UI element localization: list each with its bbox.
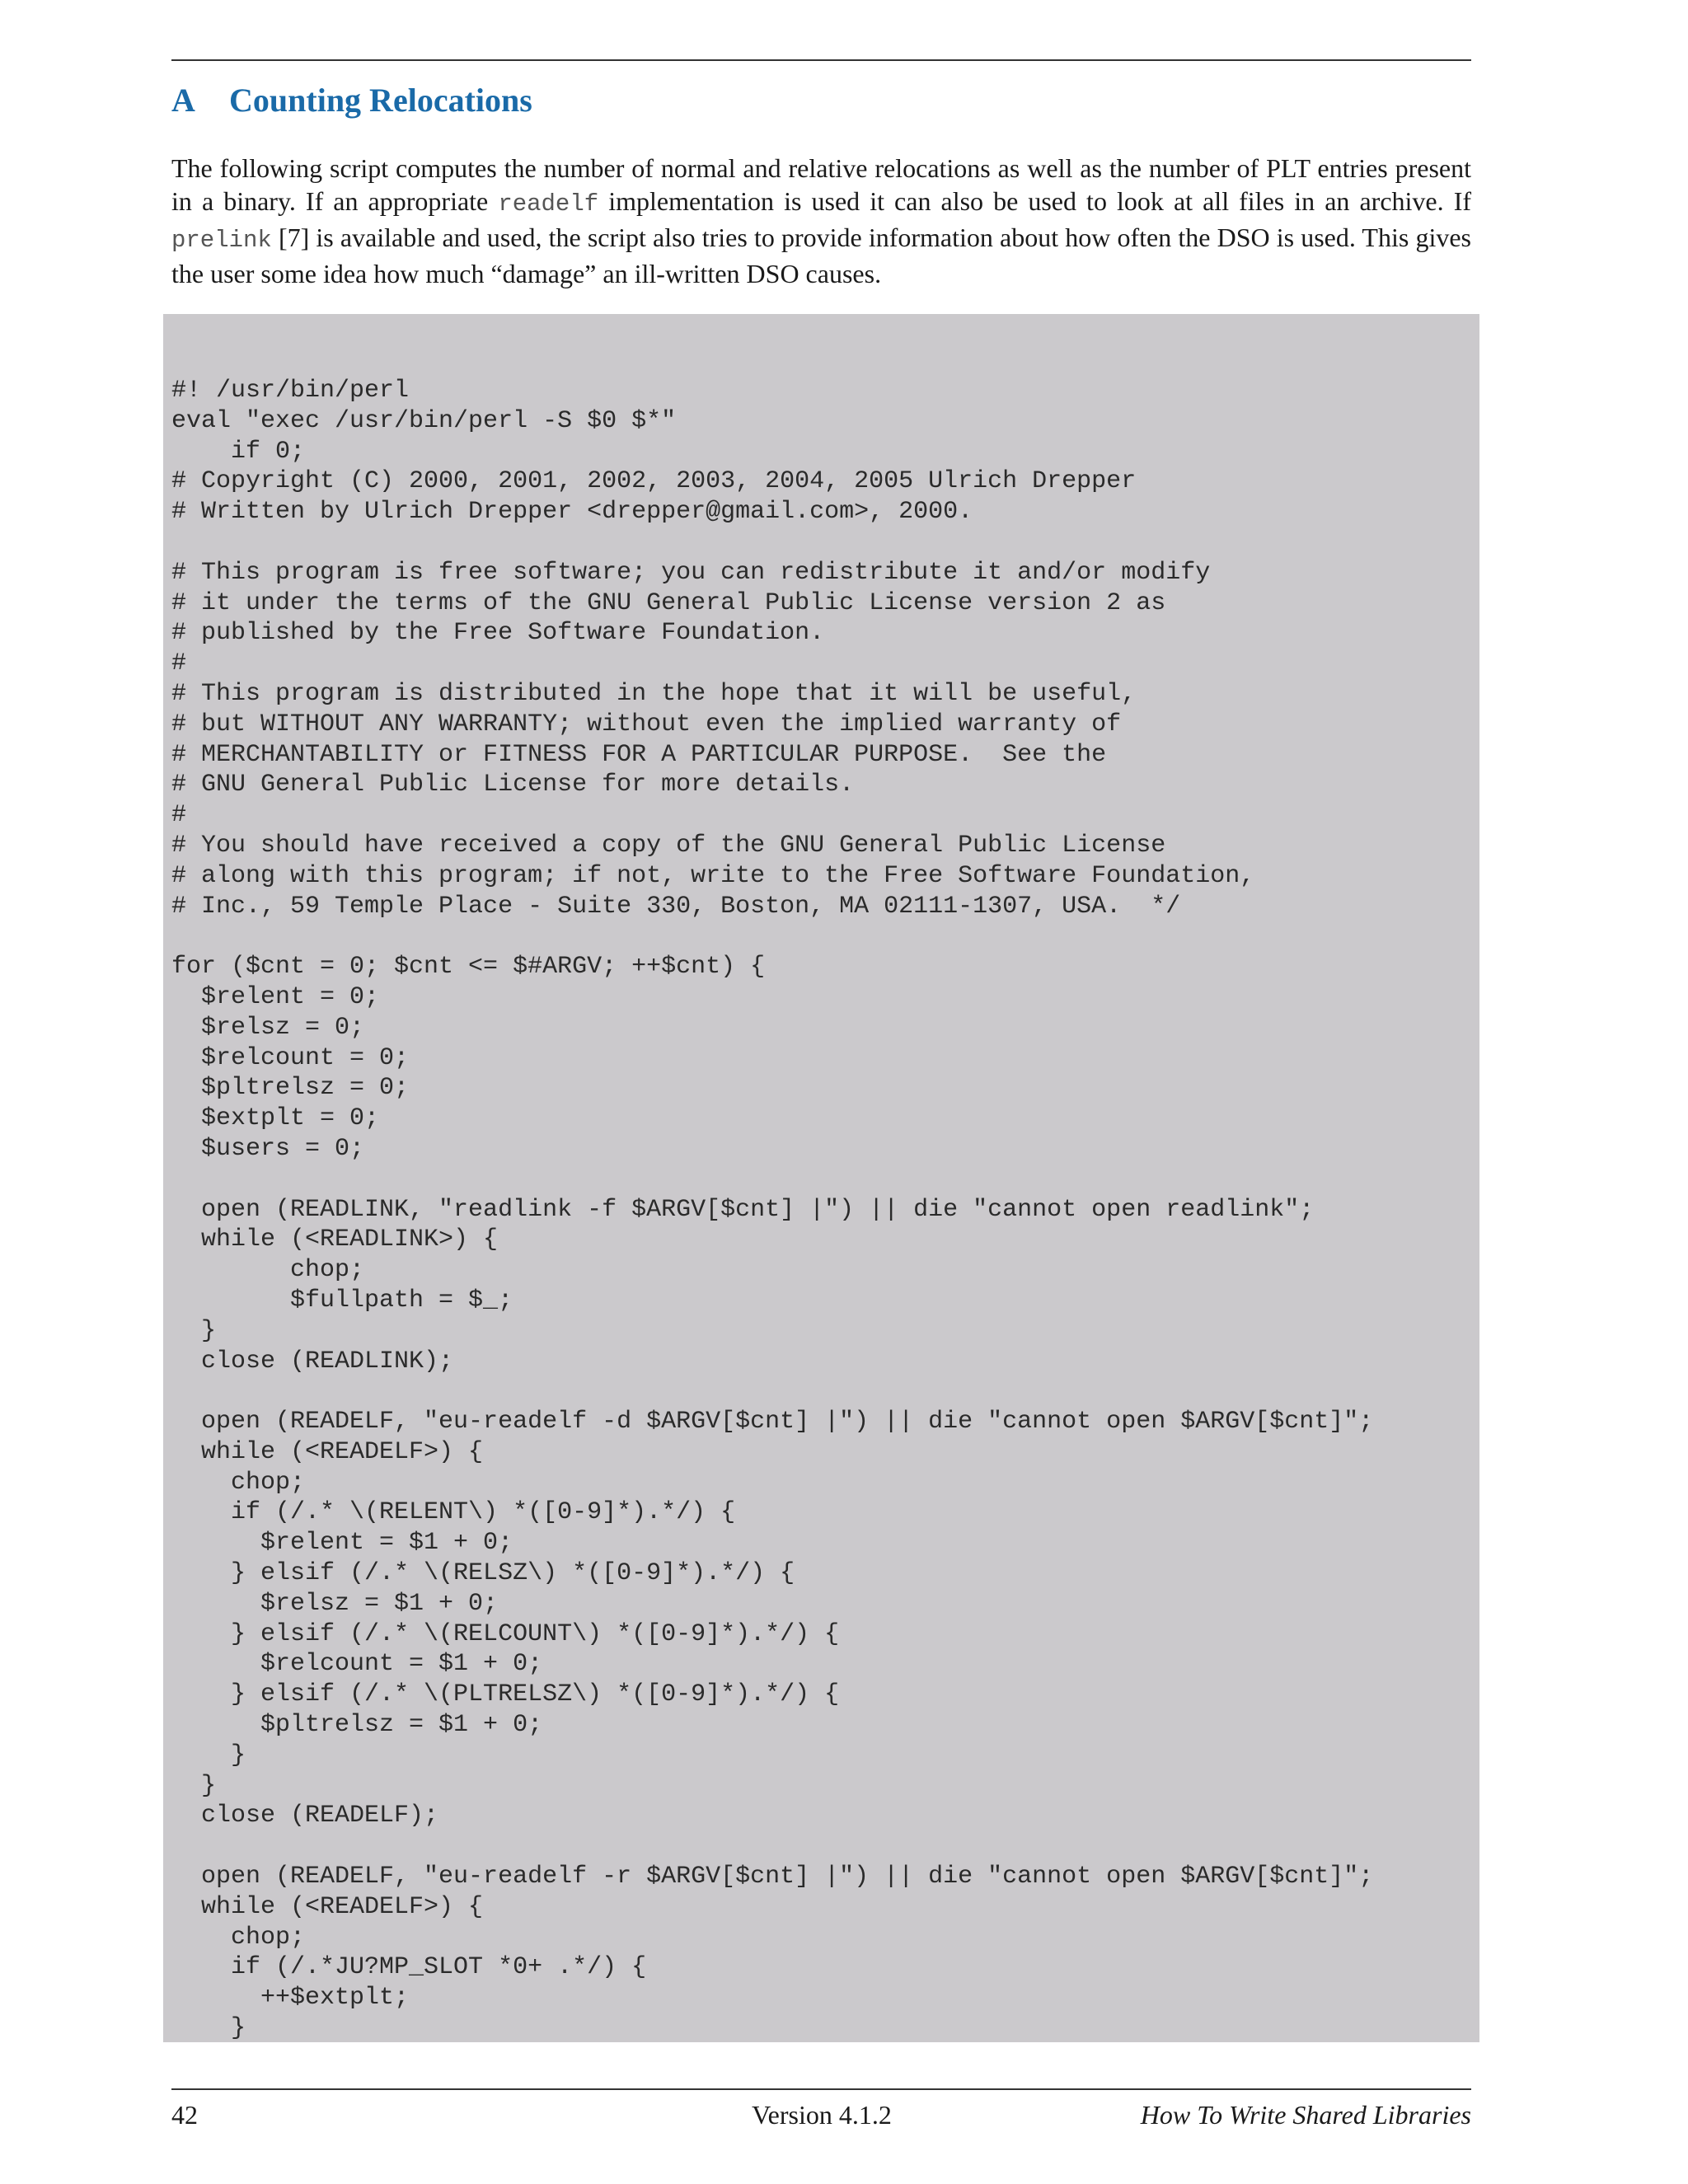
page-number: 42 [171, 2100, 198, 2130]
header-rule [171, 59, 1471, 61]
section-number: A [171, 82, 195, 119]
code-listing-box [163, 314, 1479, 2042]
footer-version: Version 4.1.2 [752, 2100, 892, 2130]
intro-text-1: The following script computes the number of normal and relative relocations as well as the number of PLT entries present in a binary. If an appropriate [171, 153, 1471, 216]
inline-code-readelf: readelf [498, 190, 599, 218]
inline-code-prelink: prelink [171, 227, 272, 254]
section-heading [171, 77, 532, 124]
intro-paragraph [171, 152, 1471, 290]
footer-document-title: How To Write Shared Libraries [1140, 2100, 1471, 2130]
intro-text-3: [7] is available and used, the script also tries to provide information about how often the DSO is used. This gives the user some idea how much “damage” an ill-written DSO causes. [171, 223, 1471, 288]
section-title: Counting Relocations [229, 82, 532, 119]
intro-text-2: implementation is used it can also be used to look at all files in an archive. If [598, 186, 1472, 216]
code-listing: #! /usr/bin/perl eval "exec /usr/bin/perl -S $0 $*" if 0; # Copyright (C) 2000, 2001, 2002, 2003, 2004, 2005 Ulrich Drepper # Written by Ulrich Drepper <drepper@gmail.com>, 2000. # This program is free software; you can redistribute it and/or modify # it under the terms of the GNU General Public License version 2 as # published by the Free Software Foundation. # # This program is distributed in the hope that it will be useful, # but WITHOUT ANY WARRANTY; without even the implied warranty of # MERCHANTABILITY or FITNESS FOR A PARTICULAR PURPOSE. See the # GNU General Public License for more details. # # You should have received a copy of the GNU General Public License # along with this program; if not, write to the Free Software Foundation, # Inc., 59 Temple Place - Suite 330, Boston, MA 02111-1307, USA. */ for ($cnt = 0; $cnt <= $#ARGV; ++$cnt) { $relent = 0; $relsz = 0; $relcount = 0; $pltrelsz = 0; $extplt = 0; $users = 0; open (READLINK, "readlink -f $ARGV[$cnt] |") || die "cannot open readlink"; while (<READLINK>) { chop; $fullpath = $_; } close (READLINK); open (READELF, "eu-readelf -d $ARGV[$cnt] |") || die "cannot open $ARGV[$cnt]"; while (<READELF>) { chop; if (/.* \(RELENT\) *([0-9]*).*/) { $relent = $1 + 0; } elsif (/.* \(RELSZ\) *([0-9]*).*/) { $relsz = $1 + 0; } elsif (/.* \(RELCOUNT\) *([0-9]*).*/) { $relcount = $1 + 0; } elsif (/.* \(PLTRELSZ\) *([0-9]*).*/) { $pltrelsz = $1 + 0; } } close (READELF); open (READELF, "eu-readelf -r $ARGV[$cnt] |") || die "cannot open $ARGV[$cnt]"; while (<READELF>) { chop; if (/.*JU?MP_SLOT *0+ .*/) { ++$extplt; } [171, 377, 1374, 2042]
footer-rule [171, 2088, 1471, 2090]
